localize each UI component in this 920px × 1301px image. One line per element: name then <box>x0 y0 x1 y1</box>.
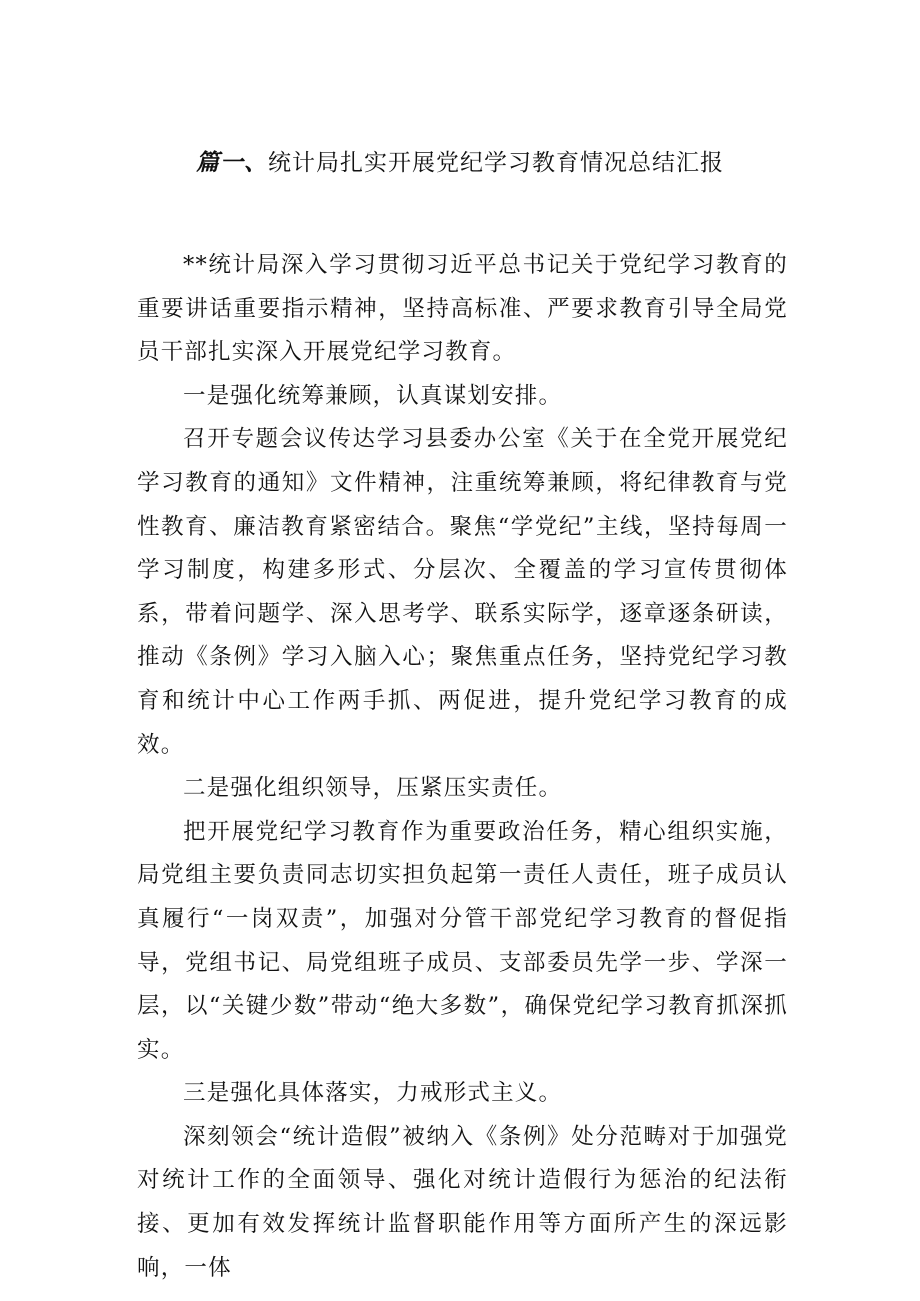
heading-point-two: 二是强化组织领导，压紧压实责任。 <box>183 775 563 802</box>
title-text: 统计局扎实开展党纪学习教育情况总结汇报 <box>268 150 724 176</box>
paragraph-intro: **统计局深入学习贯彻习近平总书记关于党纪学习教育的重要讲话重要指示精神，坚持高标准、严要求教育引导全局党员干部扎实深入开展党纪学习教育。 <box>137 252 788 366</box>
document-body <box>137 244 788 1290</box>
heading-point-three: 三是强化具体落实，力戒形式主义。 <box>183 1080 563 1107</box>
paragraph-point-three: 深刻领会“统计造假”被纳入《条例》处分范畴对于加强党对统计工作的全面领导、强化对统计造假行为惩治的纪法衔接、更加有效发挥统计监督职能作用等方面所产生的深远影响，一体 <box>137 1123 788 1281</box>
document-title <box>0 146 920 180</box>
paragraph-point-two: 把开展党纪学习教育作为重要政治任务，精心组织实施，局党组主要负责同志切实担负起第一责任人责任，班子成员认真履行“一岗双责”，加强对分管干部党纪学习教育的督促指导，党组书记、局党组班子成员、支部委员先学一步、学深一层，以“关键少数”带动“绝大多数”，确保党纪学习教育抓深抓实。 <box>137 818 788 1063</box>
heading-point-one: 一是强化统筹兼顾，认真谋划安排。 <box>183 382 563 409</box>
paragraph-point-one: 召开专题会议传达学习县委办公室《关于在全党开展党纪学习教育的通知》文件精神，注重统筹兼顾，将纪律教育与党性教育、廉洁教育紧密结合。聚焦“学党纪”主线，坚持每周一学习制度，构建多形式、分层次、全覆盖的学习宣传贯彻体系，带着问题学、深入思考学、联系实际学，逐章逐条研读，推动《条例》学习入脑入心；聚焦重点任务，坚持党纪学习教育和统计中心工作两手抓、两促进，提升党纪学习教育的成效。 <box>137 426 788 758</box>
title-prefix: 篇一、 <box>196 149 268 176</box>
